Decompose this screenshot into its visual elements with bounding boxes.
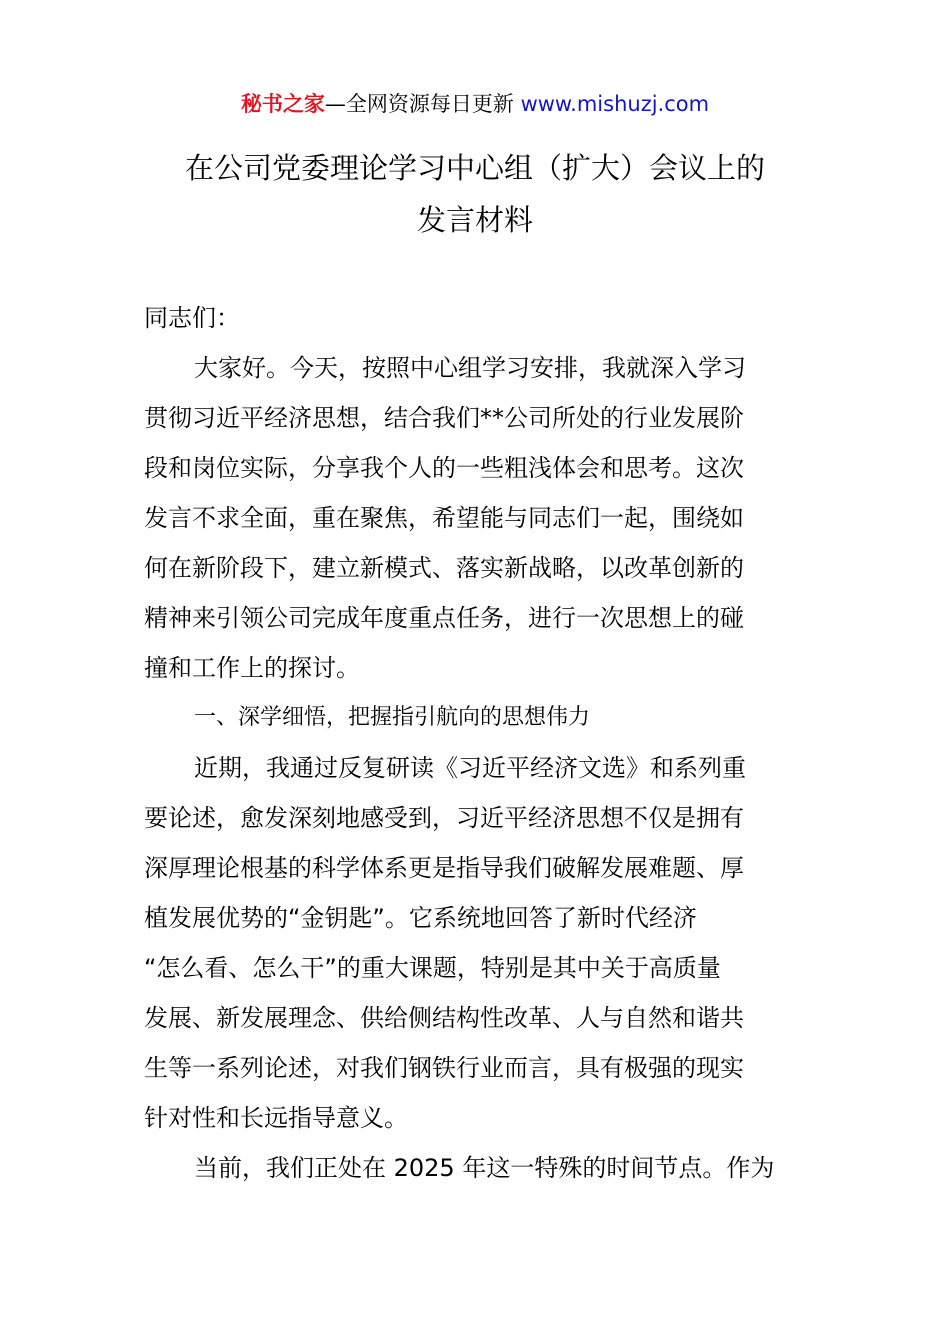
header-tagline: —全网资源每日更新 [324,92,514,116]
text-line: 当前，我们正处在 2025 年这一特殊的时间节点。作为 [194,1154,775,1182]
text-line: 段和岗位实际，分享我个人的一些粗浅体会和思考。这次 [144,454,744,482]
text-line: 生等一系列论述，对我们钢铁行业而言，具有极强的现实 [144,1054,744,1082]
document-title-line-2: 发言材料 [416,203,533,237]
text-line: 近期，我通过反复研读《习近平经济文选》和系列重 [194,754,746,782]
text-line: 针对性和长远指导意义。 [144,1104,408,1132]
section-heading: 一、深学细悟，把握指引航向的思想伟力 [194,705,591,730]
text-line: 大家好。今天，按照中心组学习安排，我就深入学习 [194,354,746,382]
brand-name: 秘书之家 [240,92,325,116]
text-line: “怎么看、怎么干”的重大课题，特别是其中关于高质量 [144,954,721,982]
site-url-link[interactable]: www.mishuzj.com [520,92,710,116]
text-line: 精神来引领公司完成年度重点任务，进行一次思想上的碰 [144,604,744,632]
text-line: 要论述，愈发深刻地感受到，习近平经济思想不仅是拥有 [144,804,744,832]
site-header [0,88,950,120]
salutation: 同志们： [144,304,240,332]
text-line: 撞和工作上的探讨。 [144,654,360,682]
text-line: 何在新阶段下，建立新模式、落实新战略，以改革创新的 [144,554,744,582]
text-line: 植发展优势的“金钥匙”。它系统地回答了新时代经济 [144,904,697,932]
document-title-line-1: 在公司党委理论学习中心组（扩大）会议上的 [184,151,765,185]
text-line: 贯彻习近平经济思想，结合我们**公司所处的行业发展阶 [144,404,744,432]
text-line: 发展、新发展理念、供给侧结构性改革、人与自然和谐共 [144,1004,744,1032]
document-body [144,293,808,1193]
text-line: 发言不求全面，重在聚焦，希望能与同志们一起，围绕如 [144,504,744,532]
text-line: 深厚理论根基的科学体系更是指导我们破解发展难题、厚 [144,854,744,882]
